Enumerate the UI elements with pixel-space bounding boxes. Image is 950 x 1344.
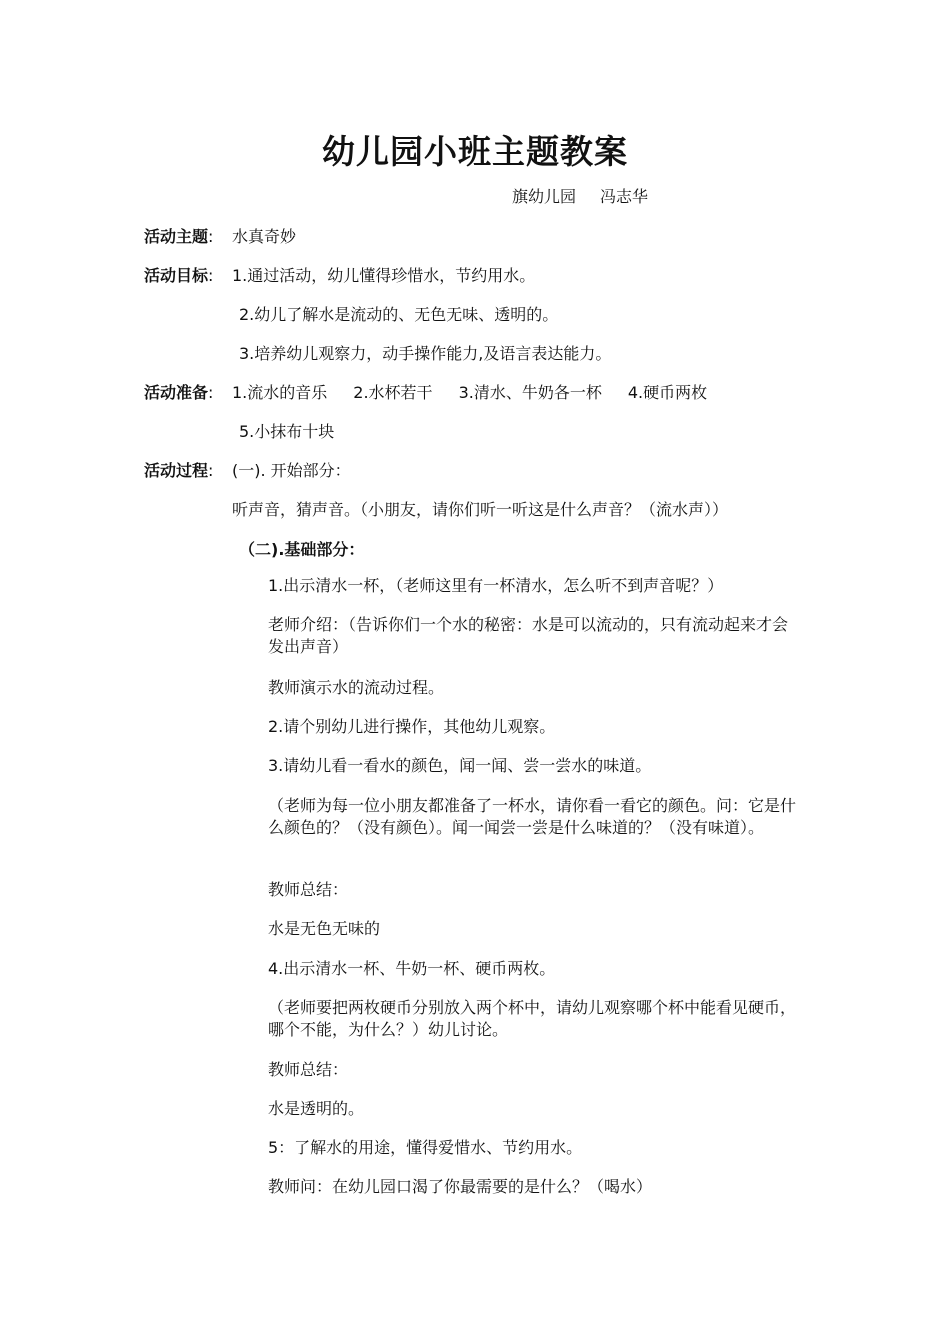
school-name: 旗幼儿园 [512,187,577,206]
step-item: 老师介绍：（告诉你们一个水的秘密：水是可以流动的，只有流动起来才会发出声音） [268,615,789,656]
goals-label: 活动目标: [144,266,214,285]
theme-value: 水真奇妙 [232,227,297,246]
step-item: 水是透明的。 [268,1099,365,1118]
step-item: 3.请幼儿看一看水的颜色，闻一闻、尝一尝水的味道。 [268,756,652,775]
prep-list [232,380,733,403]
author-name: 冯志华 [600,187,649,206]
prep-item: 2.水杯若干 [353,383,433,402]
prep-item: 5.小抹布十块 [239,422,335,441]
prep-item: 4.硬币两枚 [627,383,708,402]
theme-label: 活动主题: [144,227,214,246]
step-item: （老师为每一位小朋友都准备了一杯水，请你看一看它的颜色。问：它是什么颜色的？（没有颜色）。闻一闻尝一尝是什么味道的？（没有味道）。 [268,796,797,837]
document-title: 幼儿园小班主题教案 [322,132,628,171]
step-item: （老师要把两枚硬币分别放入两个杯中，请幼儿观察哪个杯中能看见硬币，哪个不能，为什么？）幼儿讨论。 [268,998,797,1039]
step-item: 2.请个别幼儿进行操作，其他幼儿观察。 [268,717,556,736]
goal-item: 1.通过活动，幼儿懂得珍惜水，节约用水。 [232,266,536,285]
part1-text: 听声音，猜声音。（小朋友，请你们听一听这是什么声音？（流水声）） [232,500,729,519]
step-item: 4.出示清水一杯、牛奶一杯、硬币两枚。 [268,959,556,978]
part1-heading: (一). 开始部分： [232,461,351,480]
goal-item: 2.幼儿了解水是流动的、无色无味、透明的。 [239,305,559,324]
goal-item: 3.培养幼儿观察力，动手操作能力,及语言表达能力。 [239,344,612,363]
prep-label: 活动准备: [144,383,214,402]
step-item: 5：了解水的用途，懂得爱惜水、节约用水。 [268,1138,583,1157]
step-item: 教师总结： [268,1060,349,1079]
prep-item: 3.清水、牛奶各一杯 [458,383,602,402]
step-item: 教师问：在幼儿园口渴了你最需要的是什么？（喝水） [268,1177,653,1196]
prep-item: 1.流水的音乐 [232,383,328,402]
step-item: 1.出示清水一杯，（老师这里有一杯清水，怎么听不到声音呢？） [268,576,724,595]
step-item: 水是无色无味的 [268,919,381,938]
step-item: 教师演示水的流动过程。 [268,678,445,697]
process-label: 活动过程: [144,461,214,480]
step-item: 教师总结： [268,880,349,899]
byline [512,184,648,207]
part2-heading: （二).基础部分： [239,540,365,559]
